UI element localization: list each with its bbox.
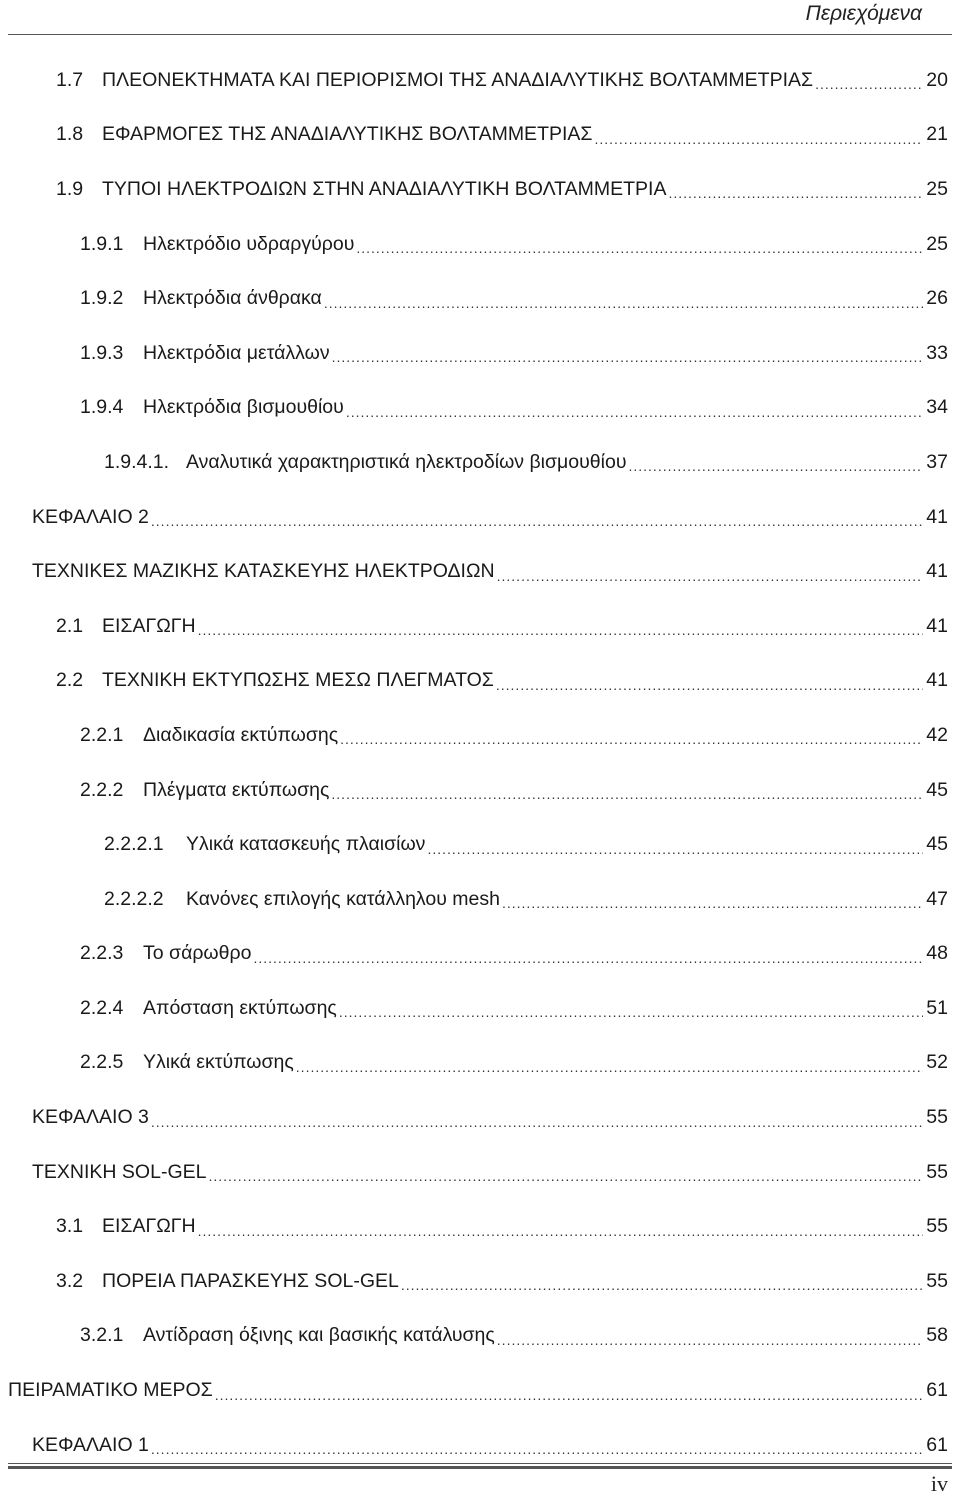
toc-entry-number: 1.7: [56, 68, 84, 91]
toc-entry-page: 48: [926, 942, 948, 965]
toc-dot-leader: [346, 404, 923, 420]
toc-entry-page: 52: [926, 1051, 948, 1074]
toc-entry-page: 42: [926, 723, 948, 746]
toc-entry-page: 41: [926, 560, 948, 583]
toc-entry-title: Ηλεκτρόδια μετάλλων: [143, 341, 330, 364]
toc-entry-title: Το σάρωθρο: [143, 942, 252, 965]
toc-entry-title: Κανόνες επιλογής κατάλληλου mesh: [186, 887, 500, 910]
toc-entry-title: ΤΕΧΝΙΚΗ SOL-GEL: [32, 1160, 207, 1183]
toc-entry[interactable]: [0, 708, 960, 763]
toc-entry-page: 25: [926, 232, 948, 255]
toc-dot-leader: [628, 458, 923, 474]
table-of-contents: [0, 53, 960, 1472]
toc-entry-number: 1.9.3: [80, 341, 124, 364]
toc-entry-number: 2.2.5: [80, 1051, 124, 1074]
toc-entry-page: 51: [926, 996, 948, 1019]
toc-entry-title: Ηλεκτρόδια άνθρακα: [143, 287, 322, 310]
toc-entry-page: 34: [926, 396, 948, 419]
toc-entry-number: 1.9.4: [80, 396, 124, 419]
toc-entry[interactable]: [0, 599, 960, 654]
toc-dot-leader: [151, 513, 923, 529]
toc-entry-title: Απόσταση εκτύπωσης: [143, 996, 337, 1019]
toc-dot-leader: [324, 295, 923, 311]
toc-entry[interactable]: [0, 435, 960, 490]
header-title: Περιεχόμενα: [805, 2, 922, 25]
toc-entry-number: 2.2.2: [80, 778, 124, 801]
toc-entry-title: ΚΕΦΑΛΑΙΟ 3: [32, 1106, 149, 1129]
header-rule: [8, 34, 952, 35]
page-header: [0, 0, 960, 38]
toc-entry-title: Υλικά εκτύπωσης: [143, 1051, 294, 1074]
toc-entry-title: ΚΕΦΑΛΑΙΟ 2: [32, 505, 149, 528]
toc-entry[interactable]: [0, 271, 960, 326]
toc-entry[interactable]: [0, 1309, 960, 1364]
toc-entry-title: ΚΕΦΑΛΑΙΟ 1: [32, 1433, 149, 1456]
toc-entry-number: 1.9.4.1.: [104, 450, 170, 473]
toc-dot-leader: [253, 950, 923, 966]
toc-entry-title: Υλικά κατασκευής πλαισίων: [186, 833, 426, 856]
toc-entry-title: Πλέγματα εκτύπωσης: [143, 778, 330, 801]
toc-entry-number: 1.8: [56, 123, 84, 146]
toc-entry-page: 55: [926, 1269, 948, 1292]
toc-entry[interactable]: [0, 217, 960, 272]
toc-entry-page: 33: [926, 341, 948, 364]
toc-dot-leader: [151, 1441, 923, 1457]
toc-dot-leader: [502, 895, 923, 911]
toc-entry-page: 41: [926, 614, 948, 637]
toc-entry[interactable]: [0, 490, 960, 545]
toc-entry-page: 21: [926, 123, 948, 146]
toc-entry[interactable]: [0, 1199, 960, 1254]
footer-rule-thick: [8, 1466, 952, 1469]
toc-dot-leader: [815, 76, 923, 92]
toc-dot-leader: [331, 786, 923, 802]
toc-dot-leader: [497, 568, 924, 584]
toc-entry-number: 2.2.2.2: [104, 887, 164, 910]
toc-dot-leader: [356, 240, 923, 256]
toc-entry-number: 1.9.1: [80, 232, 124, 255]
toc-entry-page: 61: [926, 1379, 948, 1402]
toc-dot-leader: [496, 677, 923, 693]
toc-entry[interactable]: [0, 1418, 960, 1473]
toc-entry-page: 61: [926, 1433, 948, 1456]
toc-dot-leader: [198, 622, 924, 638]
toc-entry-number: 2.2.2.1: [104, 833, 164, 856]
toc-entry-title: ΤΕΧΝΙΚΕΣ ΜΑΖΙΚΗΣ ΚΑΤΑΣΚΕΥΗΣ ΗΛΕΚΤΡΟΔΙΩΝ: [32, 560, 495, 583]
toc-entry-title: ΤΥΠΟΙ ΗΛΕΚΤΡΟΔΙΩΝ ΣΤΗΝ ΑΝΑΔΙΑΛΥΤΙΚΗ ΒΟΛΤΑΜΜΕΤΡΙΑ: [102, 177, 667, 200]
toc-entry-number: 2.2.4: [80, 996, 124, 1019]
toc-entry-title: ΠΟΡΕΙΑ ΠΑΡΑΣΚΕΥΗΣ SOL-GEL: [102, 1269, 399, 1292]
toc-entry[interactable]: [0, 654, 960, 709]
toc-dot-leader: [208, 1168, 923, 1184]
toc-entry-number: 2.2.3: [80, 942, 124, 965]
toc-dot-leader: [668, 185, 923, 201]
toc-entry[interactable]: [0, 927, 960, 982]
toc-dot-leader: [427, 841, 923, 857]
toc-entry-title: Ηλεκτρόδιο υδραργύρου: [143, 232, 355, 255]
toc-dot-leader: [151, 1114, 923, 1130]
footer-rule: [8, 1463, 952, 1464]
toc-entry[interactable]: [0, 872, 960, 927]
toc-dot-leader: [198, 1223, 924, 1239]
toc-entry[interactable]: [0, 326, 960, 381]
toc-entry-number: 3.2.1: [80, 1324, 124, 1347]
toc-entry-title: Διαδικασία εκτύπωσης: [143, 723, 339, 746]
toc-entry[interactable]: [0, 381, 960, 436]
toc-entry[interactable]: [0, 981, 960, 1036]
toc-entry-title: Αντίδραση όξινης και βασικής κατάλυσης: [143, 1324, 495, 1347]
toc-entry[interactable]: [0, 1090, 960, 1145]
toc-dot-leader: [215, 1387, 924, 1403]
toc-entry-number: 3.2: [56, 1269, 84, 1292]
toc-dot-leader: [332, 349, 924, 365]
toc-entry-page: 41: [926, 669, 948, 692]
toc-entry[interactable]: [0, 108, 960, 163]
toc-entry-number: 3.1: [56, 1215, 84, 1238]
toc-entry-number: 1.9: [56, 177, 84, 200]
toc-entry-page: 45: [926, 778, 948, 801]
toc-entry[interactable]: [0, 1036, 960, 1091]
toc-entry-page: 45: [926, 833, 948, 856]
toc-entry-page: 47: [926, 887, 948, 910]
toc-entry-page: 41: [926, 505, 948, 528]
toc-entry-title: ΠΛΕΟΝΕΚΤΗΜΑΤΑ ΚΑΙ ΠΕΡΙΟΡΙΣΜΟΙ ΤΗΣ ΑΝΑΔΙΑΛΥΤΙΚΗΣ ΒΟΛΤΑΜΜΕΤΡΙΑΣ: [102, 68, 814, 91]
toc-dot-leader: [339, 1004, 923, 1020]
toc-entry[interactable]: [0, 1363, 960, 1418]
toc-entry-page: 25: [926, 177, 948, 200]
page-number: iv: [930, 1471, 948, 1496]
toc-entry-title: ΤΕΧΝΙΚΗ ΕΚΤΥΠΩΣΗΣ ΜΕΣΩ ΠΛΕΓΜΑΤΟΣ: [102, 669, 494, 692]
toc-entry-title: ΕΦΑΡΜΟΓΕΣ ΤΗΣ ΑΝΑΔΙΑΛΥΤΙΚΗΣ ΒΟΛΤΑΜΜΕΤΡΙΑΣ: [102, 123, 593, 146]
toc-entry[interactable]: [0, 763, 960, 818]
toc-entry-page: 58: [926, 1324, 948, 1347]
toc-entry-page: 37: [926, 450, 948, 473]
toc-entry-page: 20: [926, 68, 948, 91]
toc-entry-title: ΕΙΣΑΓΩΓΗ: [102, 614, 196, 637]
toc-entry-page: 55: [926, 1160, 948, 1183]
toc-entry-number: 2.2.1: [80, 723, 124, 746]
toc-dot-leader: [401, 1277, 923, 1293]
toc-dot-leader: [497, 1332, 924, 1348]
toc-dot-leader: [296, 1059, 924, 1075]
toc-entry[interactable]: [0, 1145, 960, 1200]
toc-entry-title: Ηλεκτρόδια βισμουθίου: [143, 396, 344, 419]
toc-entry-number: 2.2: [56, 669, 84, 692]
toc-entry-page: 55: [926, 1106, 948, 1129]
toc-entry[interactable]: [0, 544, 960, 599]
toc-dot-leader: [340, 731, 923, 747]
toc-entry-title: Αναλυτικά χαρακτηριστικά ηλεκτροδίων βισμουθίου: [186, 450, 627, 473]
toc-entry-number: 2.1: [56, 614, 84, 637]
toc-entry[interactable]: [0, 817, 960, 872]
toc-dot-leader: [594, 131, 923, 147]
toc-entry-number: 1.9.2: [80, 287, 124, 310]
toc-entry-page: 26: [926, 287, 948, 310]
toc-entry-title: ΕΙΣΑΓΩΓΗ: [102, 1215, 196, 1238]
toc-entry-page: 55: [926, 1215, 948, 1238]
toc-entry[interactable]: [0, 1254, 960, 1309]
toc-entry[interactable]: [0, 162, 960, 217]
toc-entry[interactable]: [0, 53, 960, 108]
toc-entry-title: ΠΕΙΡΑΜΑΤΙΚΟ ΜΕΡΟΣ: [8, 1379, 213, 1402]
